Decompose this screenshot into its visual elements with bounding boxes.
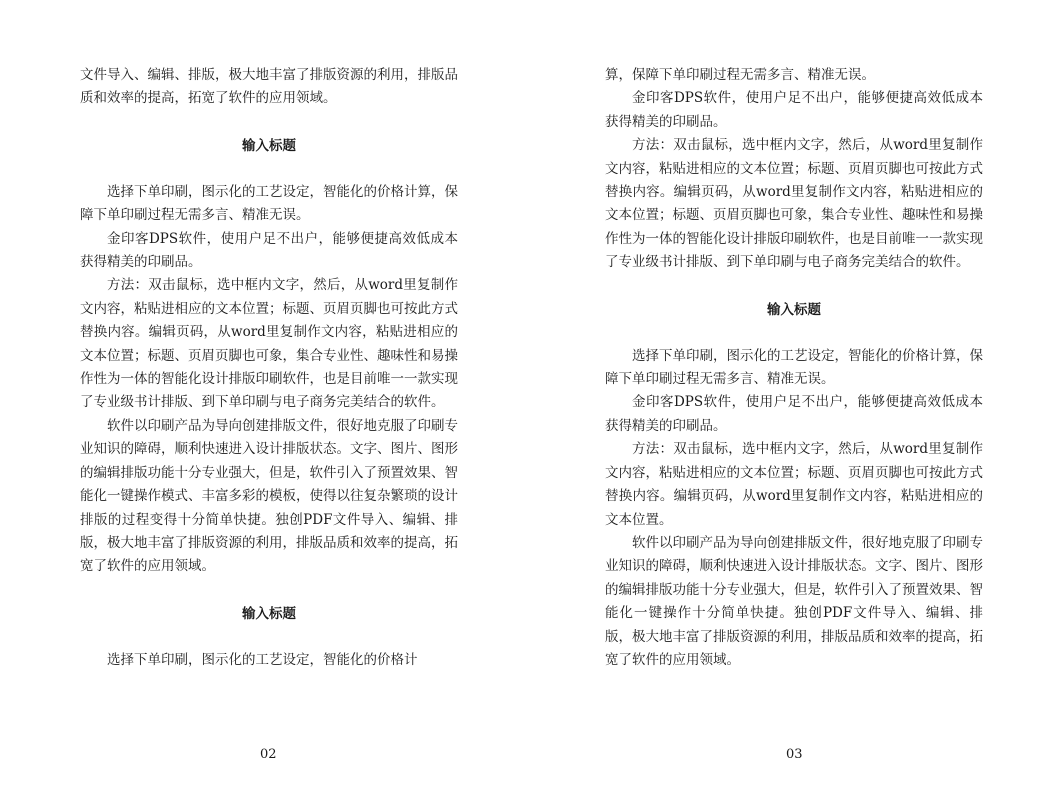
paragraph: 文件导入、编辑、排版，极大地丰富了排版资源的利用，排版品质和效率的提高，拓宽了软件的应用领域。: [80, 67, 458, 107]
paragraph: 选择下单印刷，图示化的工艺设定，智能化的价格计算，保障下单印刷过程无需多言、精准无误。: [605, 347, 983, 388]
left-page-body: [80, 64, 458, 672]
paragraph: 金印客DPS软件，使用户足不出户，能够便捷高效低成本获得精美的印刷品。: [605, 394, 983, 434]
section-heading: 输入标题: [242, 605, 296, 622]
section-heading: 输入标题: [242, 137, 296, 154]
paragraph: 软件以印刷产品为导向创建排版文件，很好地克服了印刷专业知识的障碍，顺利快速进入设计排版状态。文字、图片、图形的编辑排版功能十分专业强大，但是，软件引入了预置效果、智能化一键操作模式、丰富多彩的模板，使得以往复杂繁琐的设计排版的过程变得十分简单快捷。独创PDF文件导入、编辑、排版，极大地丰富了排版资源的利用，排版品质和效率的提高，拓宽了软件的应用领域。: [80, 417, 458, 575]
paragraph: 算，保障下单印刷过程无需多言、精准无误。: [605, 67, 875, 83]
paragraph: 选择下单印刷，图示化的工艺设定，智能化的价格计算，保障下单印刷过程无需多言、精准无误。: [80, 183, 458, 224]
paragraph: 金印客DPS软件，使用户足不出户，能够便捷高效低成本获得精美的印刷品。: [80, 230, 458, 271]
section-heading: 输入标题: [767, 301, 821, 318]
paragraph: 金印客DPS软件，使用户足不出户，能够便捷高效低成本获得精美的印刷品。: [605, 90, 983, 130]
paragraph: 软件以印刷产品为导向创建排版文件，很好地克服了印刷专业知识的障碍，顺利快速进入设计排版状态。文字、图片、图形的编辑排版功能十分专业强大，但是，软件引入了预置效果、智能化一键操作十分简单快捷。独创PDF文件导入、编辑、排版，极大地丰富了排版资源的利用，排版品质和效率的提高，拓宽了软件的应用领域。: [605, 534, 983, 668]
paragraph: 方法：双击鼠标，选中框内文字，然后，从word里复制作文内容，粘贴进相应的文本位置；标题、页眉页脚也可按此方式替换内容。编辑页码，从word里复制作文内容，粘贴进相应的文本位置。: [605, 441, 983, 528]
paragraph: 选择下单印刷，图示化的工艺设定，智能化的价格计: [107, 651, 418, 668]
page-number-left: 02: [260, 747, 277, 762]
page-number-right: 03: [786, 747, 803, 762]
right-page-body: [605, 64, 983, 672]
paragraph: 方法：双击鼠标，选中框内文字，然后，从word里复制作文内容，粘贴进相应的文本位置；标题、页眉页脚也可按此方式替换内容。编辑页码，从word里复制作文内容，粘贴进相应的文本位置；标题、页眉页脚也可象，集合专业性、趣味性和易操作性为一体的智能化设计排版印刷软件，也是目前唯一一款实现了专业级书计排版、到下单印刷与电子商务完美结合的软件。: [605, 137, 983, 271]
paragraph: 方法：双击鼠标，选中框内文字，然后，从word里复制作文内容，粘贴进相应的文本位置；标题、页眉页脚也可按此方式替换内容。编辑页码，从word里复制作文内容，粘贴进相应的文本位置；标题、页眉页脚也可象，集合专业性、趣味性和易操作性为一体的智能化设计排版印刷软件，也是目前唯一一款实现了专业级书计排版、到下单印刷与电子商务完美结合的软件。: [80, 277, 458, 411]
